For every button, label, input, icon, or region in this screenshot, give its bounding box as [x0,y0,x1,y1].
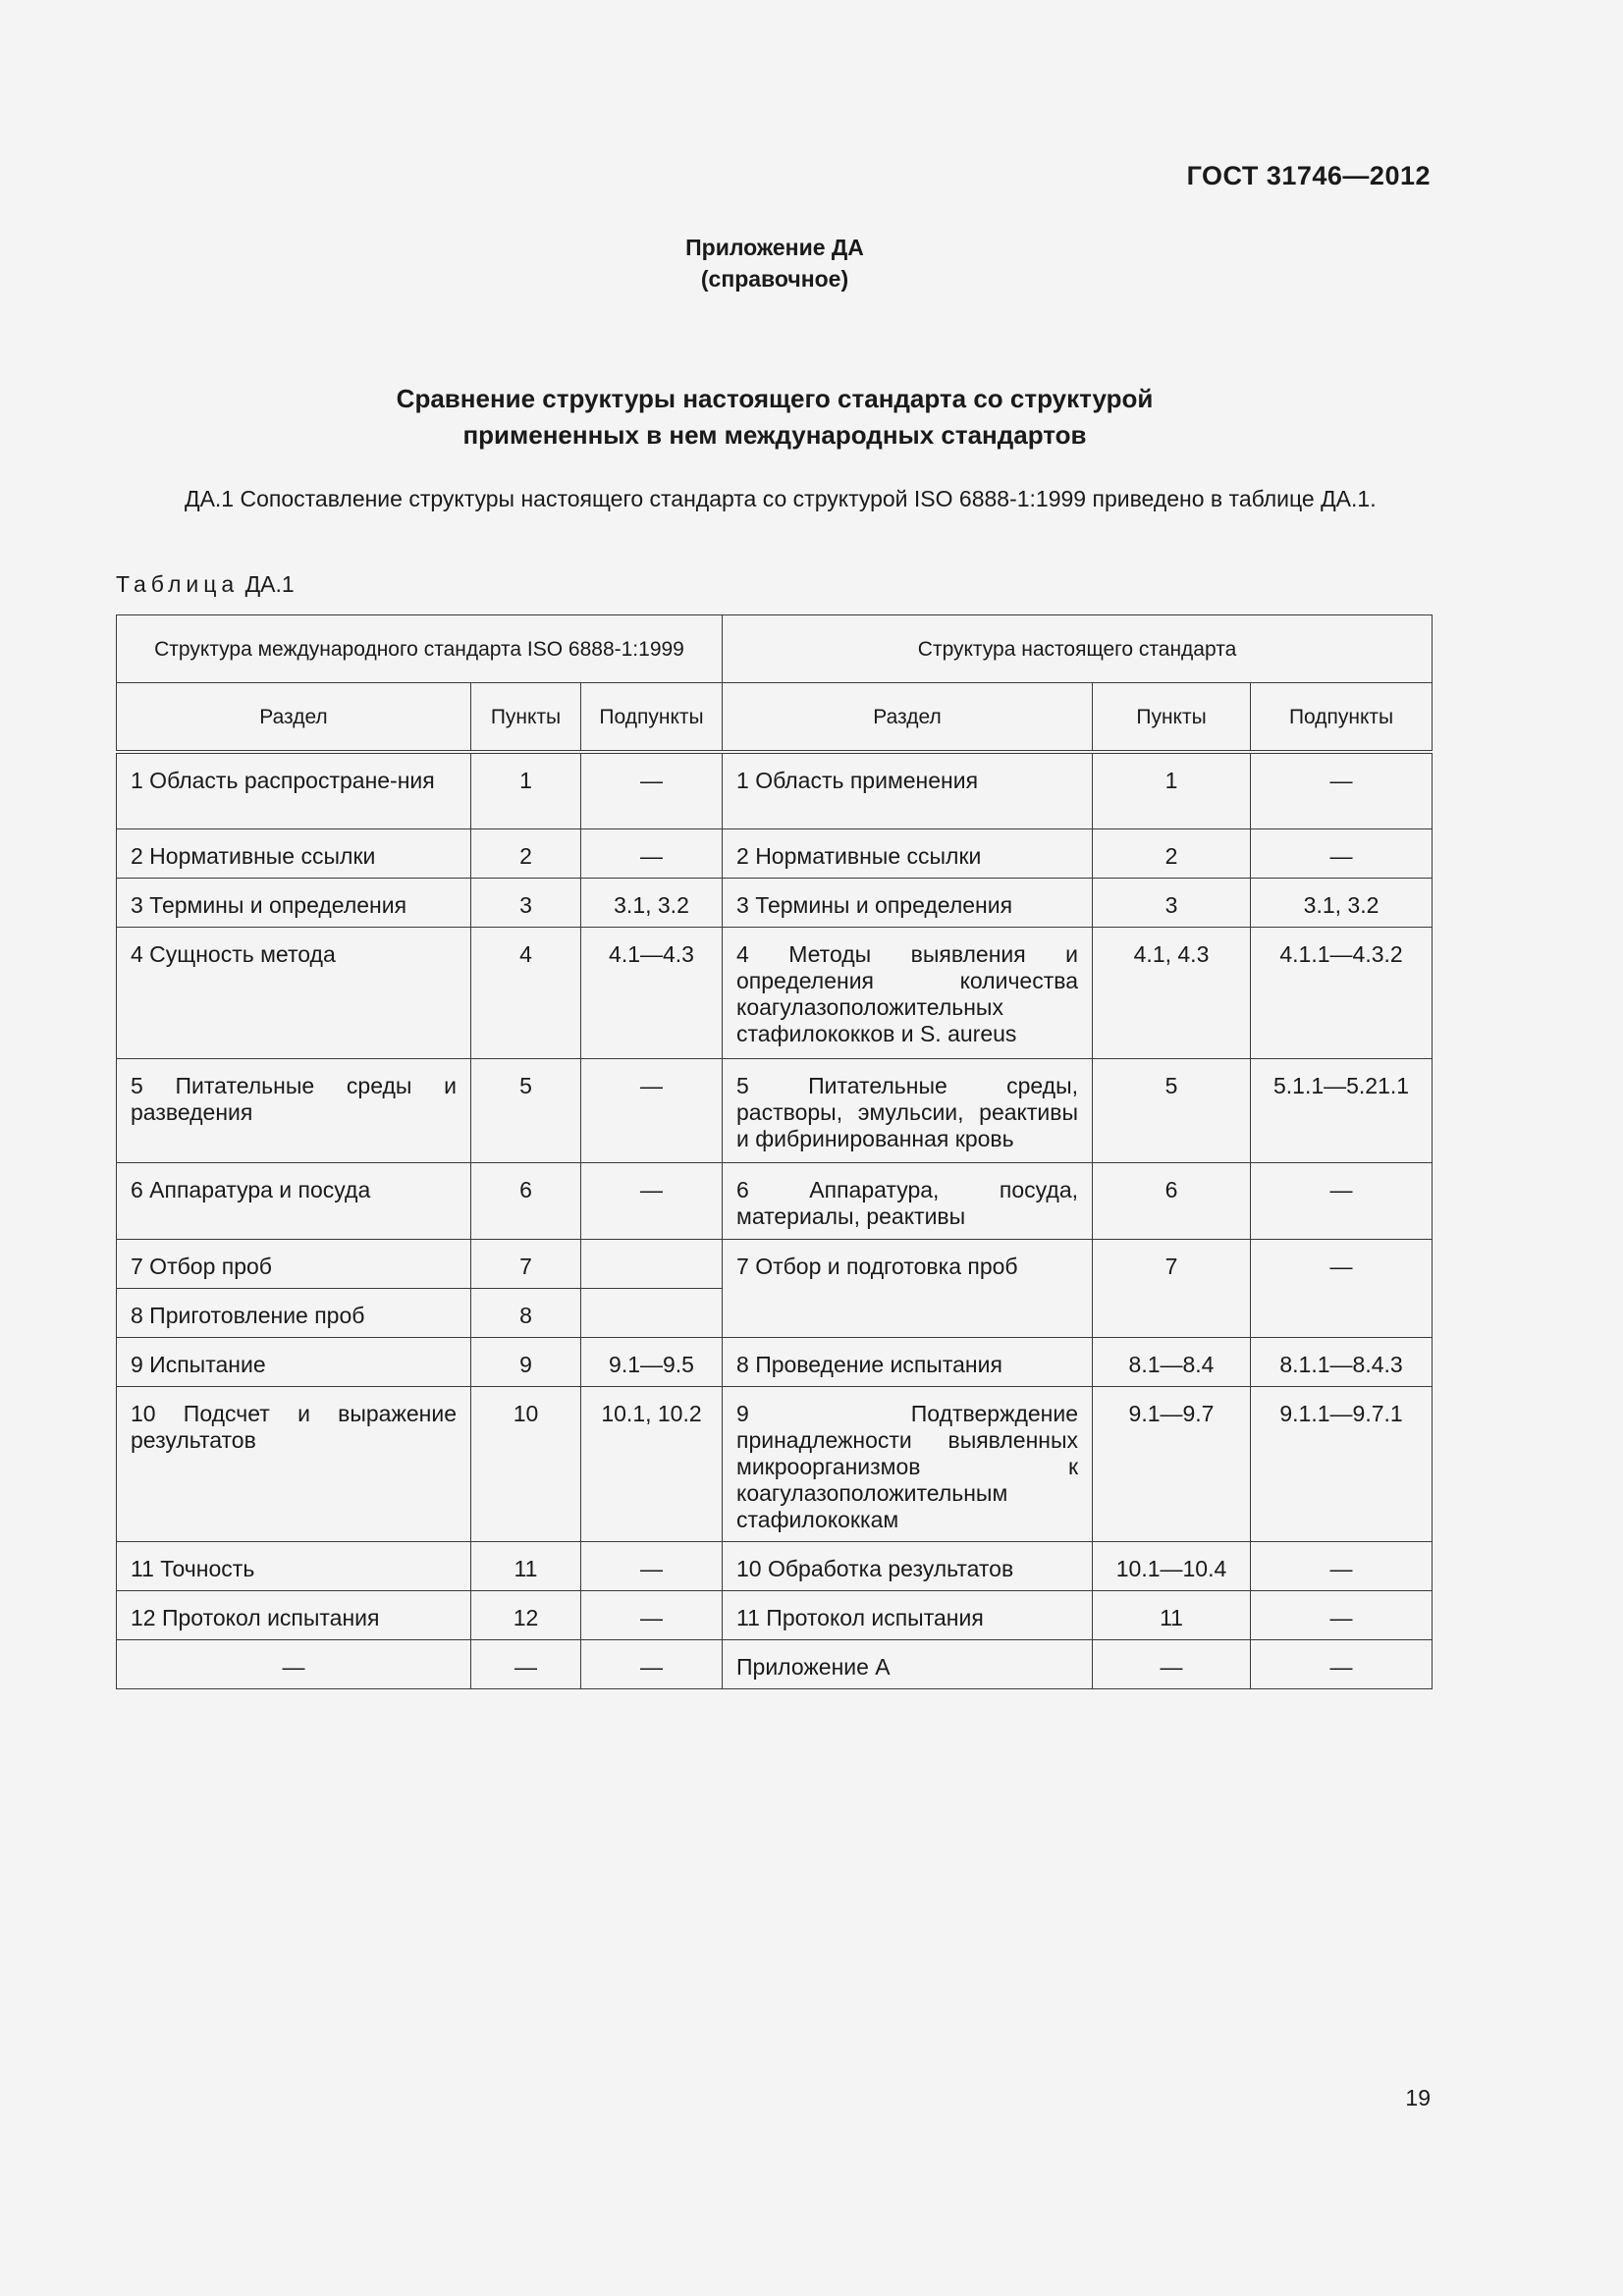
table-cell: 12 [471,1590,581,1639]
table-cell: 2 Нормативные ссылки [117,828,471,878]
appendix-title: Приложение ДА [685,235,864,260]
table-cell: 7 [471,1239,581,1288]
table-row [117,1590,1433,1639]
table-cell: 8.1.1—8.4.3 [1251,1337,1433,1386]
table-cell: 7 [1093,1239,1251,1337]
table-cell: 1 [1093,752,1251,828]
table-row [117,927,1433,1058]
table-cell: 6 [471,1162,581,1239]
table-cell: 8 Проведение испытания [723,1337,1093,1386]
table-cell: — [581,1541,723,1590]
table-cell: 2 [471,828,581,878]
table-cell: 5 [471,1058,581,1162]
group-header-national: Структура настоящего стандарта [723,615,1433,683]
heading-line-2: примененных в нем международных стандартов [462,420,1087,450]
table-row [117,878,1433,927]
table-cell: — [581,1639,723,1688]
table-cell: 3 [1093,878,1251,927]
table-cell: 10 [471,1386,581,1541]
table-cell: 9 Испытание [117,1337,471,1386]
table-cell: — [581,1162,723,1239]
table-cell: 10 Обработка результатов [723,1541,1093,1590]
table-cell: 8 Приготовление проб [117,1288,471,1337]
column-header: Подпункты [1251,683,1433,753]
column-header: Раздел [723,683,1093,753]
table-cell: 10.1—10.4 [1093,1541,1251,1590]
table-caption-word: Таблица [116,571,240,597]
table-row [117,1058,1433,1162]
table-cell: — [581,1590,723,1639]
heading-line-1: Сравнение структуры настоящего стандарта со структурой [396,384,1154,413]
table-cell: 7 Отбор проб [117,1239,471,1288]
table-row [117,1541,1433,1590]
table-cell: 3 [471,878,581,927]
table-cell: 1 [471,752,581,828]
column-header: Подпункты [581,683,723,753]
table-cell: 11 [471,1541,581,1590]
table-cell: — [581,828,723,878]
table-cell: 5.1.1—5.21.1 [1251,1058,1433,1162]
table-cell: Приложение А [723,1639,1093,1688]
table-cell: 5 Питательные среды, растворы, эмульсии, реактивы и фибринированная кровь [723,1058,1093,1162]
table-cell: 4.1—4.3 [581,927,723,1058]
table-row [117,1239,1433,1288]
table-cell: — [1251,1590,1433,1639]
table-cell: 5 Питательные среды и разведения [117,1058,471,1162]
document-code: ГОСТ 31746—2012 [1186,161,1431,190]
table-cell: 6 Аппаратура, посуда, материалы, реактивы [723,1162,1093,1239]
appendix-kind: (справочное) [700,266,849,292]
table-cell: 2 [1093,828,1251,878]
table-cell: — [117,1639,471,1688]
table-cell: — [581,752,723,828]
table-cell: 8 [471,1288,581,1337]
table-cell: — [1251,752,1433,828]
table-row [117,1639,1433,1688]
table-cell: 4 [471,927,581,1058]
section-heading [0,381,1549,454]
table-cell: — [1251,1639,1433,1688]
table-row [117,1337,1433,1386]
table-cell: 4.1.1—4.3.2 [1251,927,1433,1058]
table-caption-id: ДА.1 [244,571,295,597]
table-cell: 6 [1093,1162,1251,1239]
table-cell: 1 Область применения [723,752,1093,828]
table-cell: 7 Отбор и подготовка проб [723,1239,1093,1337]
table-cell: 10.1, 10.2 [581,1386,723,1541]
table-cell: 9.1—9.7 [1093,1386,1251,1541]
page-number: 19 [1405,2085,1431,2110]
table-cell: 9.1—9.5 [581,1337,723,1386]
table-cell: 3.1, 3.2 [1251,878,1433,927]
table-cell: 4.1, 4.3 [1093,927,1251,1058]
table-cell: — [1251,1239,1433,1337]
table-row [117,1386,1433,1541]
table-cell: 5 [1093,1058,1251,1162]
table-cell: 3 Термины и определения [117,878,471,927]
table-cell: 9 Подтверждение принадлежности выявленных микроорганизмов к коагулазоположительным стафилококкам [723,1386,1093,1541]
table-cell: 4 Сущность метода [117,927,471,1058]
table-cell [581,1239,723,1288]
table-row [117,752,1433,828]
column-header: Раздел [117,683,471,753]
comparison-table [116,614,1433,1689]
intro-paragraph: ДА.1 Сопоставление структуры настоящего стандарта со структурой ISO 6888-1:1999 приведено в таблице ДА.1. [185,486,1377,511]
table-cell: 6 Аппаратура и посуда [117,1162,471,1239]
column-header: Пункты [1093,683,1251,753]
table-cell: 3.1, 3.2 [581,878,723,927]
table-cell: 11 [1093,1590,1251,1639]
table-cell: — [1251,1541,1433,1590]
table-cell: 8.1—8.4 [1093,1337,1251,1386]
table-cell: — [581,1058,723,1162]
table-cell: 9.1.1—9.7.1 [1251,1386,1433,1541]
column-header: Пункты [471,683,581,753]
table-cell: — [1093,1639,1251,1688]
appendix-title-block [0,232,1549,294]
table-row [117,828,1433,878]
table-cell: 9 [471,1337,581,1386]
table-row [117,1162,1433,1239]
table-cell: — [471,1639,581,1688]
table-cell: 11 Протокол испытания [723,1590,1093,1639]
table-cell: 12 Протокол испытания [117,1590,471,1639]
group-header-international: Структура международного стандарта ISO 6888-1:1999 [117,615,723,683]
table-cell: 10 Подсчет и выражение результатов [117,1386,471,1541]
table-cell: 2 Нормативные ссылки [723,828,1093,878]
table-cell [581,1288,723,1337]
table-cell: 3 Термины и определения [723,878,1093,927]
table-cell: — [1251,1162,1433,1239]
table-caption [116,571,295,598]
table-cell: 4 Методы выявления и определения количества коагулазоположительных стафилококков и S. aureus [723,927,1093,1058]
table-cell: 1 Область распростране-ния [117,752,471,828]
table-cell: 11 Точность [117,1541,471,1590]
table-cell: — [1251,828,1433,878]
